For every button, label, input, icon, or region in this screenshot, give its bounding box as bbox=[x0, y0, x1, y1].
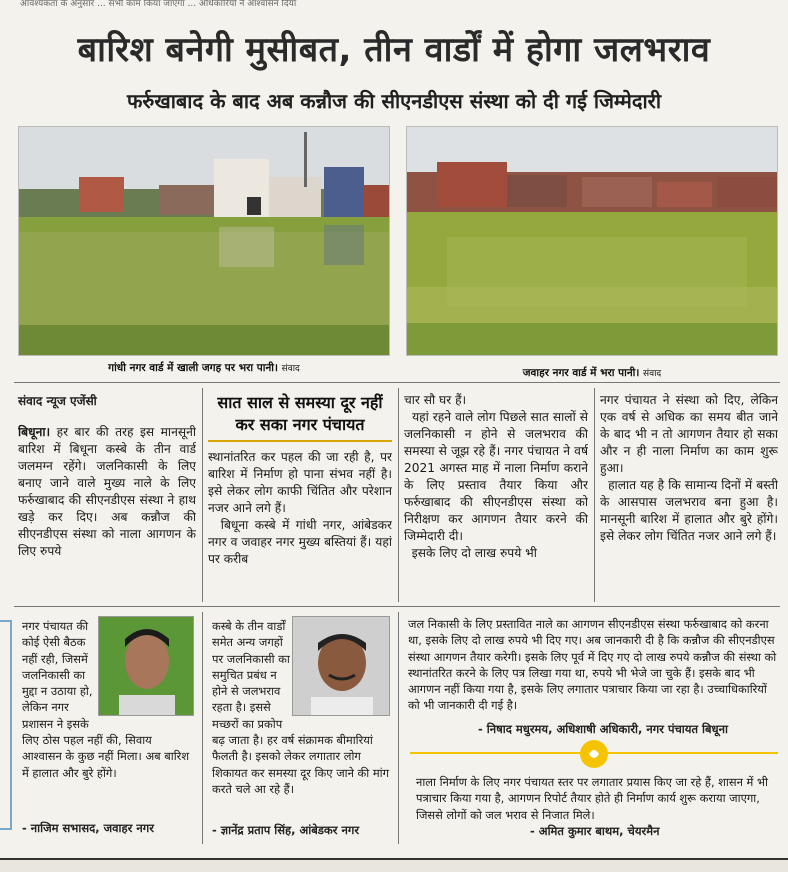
quote-1-name: - नाजिम सभासद, जवाहर नगर bbox=[22, 821, 154, 835]
headline: बारिश बनेगी मुसीबत, तीन वार्डों में होगा जलभराव bbox=[77, 30, 711, 70]
col-divider bbox=[398, 388, 399, 602]
float-spacer bbox=[290, 618, 390, 720]
photo-caption-left bbox=[18, 361, 390, 376]
quote-2-text: कस्बे के तीन वार्डों समेत अन्य जगहों पर जलनिकासी का समुचित प्रबंध न होने से जलभराव रहता है। इससे मच्छरों का प्रकोप बढ़ जाता है। हर वर्ष संक्रामक बीमारियां फैलती है। इसको लेकर लगातार लोग शिकायत कर समस्या दूर किए जाने की मांग करते चले आ रहे हैं। bbox=[212, 619, 390, 796]
col-divider bbox=[202, 388, 203, 602]
quote-1 bbox=[22, 618, 194, 848]
photo-jawahar-nagar bbox=[406, 126, 778, 356]
col4-text2: हालात यह है कि सामान्य दिनों में बस्ती के आसपास जलभराव बना हुआ है। मानसूनी बारिश में हालात और बुरे होंगे। इसे लेकर लोग चिंतित नजर आने लगे हैं। bbox=[600, 478, 778, 543]
col3-text2: यहां रहने वाले लोग पिछले सात सालों से जलनिकासी न होने से जलभराव की समस्या से जूझ रहे हैं। नगर पंचायत ने वर्ष 2021 अगस्त माह में नाला निर्माण कराने के लिए प्रस्ताव तैयार किया और फर्रुखाबाद की सीएनडीएस संस्था को निरीक्षण कर आगणन तैयार करने की जिम्मेदारी दी। bbox=[404, 410, 588, 543]
agency-byline: संवाद न्यूज एजेंसी bbox=[18, 394, 97, 408]
quote-box-border bbox=[0, 620, 12, 830]
heading-rule bbox=[208, 440, 392, 442]
subheadline: फर्रुखाबाद के बाद अब कन्नौज की सीएनडीएस संस्था को दी गई जिम्मेदारी bbox=[126, 89, 662, 113]
caption-text: जवाहर नगर वार्ड में भरा पानी। bbox=[522, 367, 640, 379]
col2-text: स्थानांतरित कर पहल की जा रही है, पर बारिश में निर्माण हो पाना संभव नहीं है। इसे लेकर लोग काफी चिंतित और परेशान नजर आने लगे हैं। bbox=[208, 450, 392, 515]
photo-gandhi-nagar bbox=[18, 126, 390, 356]
article-col-3 bbox=[404, 392, 588, 600]
col-divider bbox=[398, 612, 399, 844]
caption-credit: संवाद bbox=[643, 369, 662, 379]
circle-logo-icon bbox=[580, 740, 608, 768]
col-divider bbox=[594, 388, 595, 602]
quote-3-name: - निषाद मधुरमय, अधिशाषी अधिकारी, नगर पंचायत बिधूना bbox=[478, 722, 728, 736]
article-col-1 bbox=[18, 424, 196, 604]
caption-credit: संवाद bbox=[281, 364, 300, 374]
quote-3 bbox=[408, 616, 780, 722]
col1-text: हर बार की तरह इस मानसूनी बारिश में बिधूना कस्बे के तीन वार्ड जलमग्न रहेंगे। जलनिकासी के लिए बनाए जाने वाले मुख्य नाले के लिए फर्रुखाबाद की सीएनडीएस संस्था ने हाथ खड़े कर दिए। अब कन्नौज की सीएनडीएस संस्था को नाला आगणन के लिए रुपये bbox=[18, 425, 196, 558]
float-spacer bbox=[94, 618, 194, 720]
dateline: बिधूना। bbox=[18, 425, 51, 439]
col3-text: चार सौ घर हैं। bbox=[404, 393, 467, 407]
article-col-2 bbox=[208, 449, 392, 599]
quote-1-text: नगर पंचायत की कोई ऐसी बैठक नहीं रही, जिसमें जलनिकासी का मुद्दा न उठाया हो, लेकिन नगर प्रशासन ने इसके लिए ठोस पहल नहीं की, सिवाय आश्वासन के कुछ नहीं मिला। अब बारिश में हालात और बुरे होंगे। bbox=[22, 618, 194, 781]
article-col-4 bbox=[600, 392, 778, 600]
quote-4-name: - अमित कुमार बाथम, चेयरमैन bbox=[530, 824, 660, 838]
quote-3-text: जल निकासी के लिए प्रस्तावित नाले का आगणन सीएनडीएस संस्था फर्रुखाबाद को करना था, इसके लिए दो लाख रुपये भी दिए गए। अब जानकारी दी है कि कन्नौज की सीएनडीएस संस्था आगणन तैयार करेगी। इसके लिए पूर्व में दिए गए दो लाख रुपये कन्नौज की संस्था को स्थानांतरित करने के लिए पत्र लिखा गया था, रुपये भी भेजे जा चुके हैं। इसके बाद भी आगणन नहीं किया गया है, इसके लिए लगातार पत्राचार किया जा रहा है। उच्चाधिकारियों को भी जानकारी दी गई है। bbox=[408, 617, 777, 713]
caption-text: गांधी नगर वार्ड में खाली जगह पर भरा पानी। bbox=[108, 362, 278, 374]
quote-2 bbox=[212, 618, 390, 836]
col-divider bbox=[202, 612, 203, 844]
photo-caption-right bbox=[406, 366, 778, 381]
bottom-clipped-strip bbox=[0, 858, 788, 872]
top-clipped-text: आवश्यकता के अनुसार ... सभी काम किया जाएगा ... अधिकारियों ने आश्वासन दिया bbox=[20, 0, 297, 8]
quote-4-text: नाला निर्माण के लिए नगर पंचायत स्तर पर लगातार प्रयास किए जा रहे हैं, शासन में भी पत्राचार किया गया है, आगणन रिपोर्ट तैयार होते ही निर्माण कार्य शुरू कराया जाएगा, जिससे लोगों को जल भराव से निजात मिले। bbox=[416, 775, 768, 822]
col3-text3: इसके लिए दो लाख रुपये भी bbox=[411, 546, 537, 560]
subsection-heading: सात साल से समस्या दूर नहीं कर सका नगर पंचायत bbox=[217, 393, 383, 434]
quote-2-name: - ज्ञानेंद्र प्रताप सिंह, आंबेडकर नगर bbox=[212, 823, 360, 837]
col2-text2: बिधूना कस्बे में गांधी नगर, आंबेडकर नगर व जवाहर नगर मुख्य बस्तियां हैं। यहां पर करीब bbox=[208, 518, 392, 566]
divider bbox=[14, 382, 780, 383]
divider bbox=[14, 606, 780, 607]
quote-4 bbox=[416, 774, 778, 824]
col4-text: नगर पंचायत ने संस्था को दिए, लेकिन एक वर्ष से अधिक का समय बीत जाने के बाद भी न तो आगणन तैयार हो सका और न ही नाला निर्माण का काम शुरू हुआ। bbox=[600, 393, 778, 475]
